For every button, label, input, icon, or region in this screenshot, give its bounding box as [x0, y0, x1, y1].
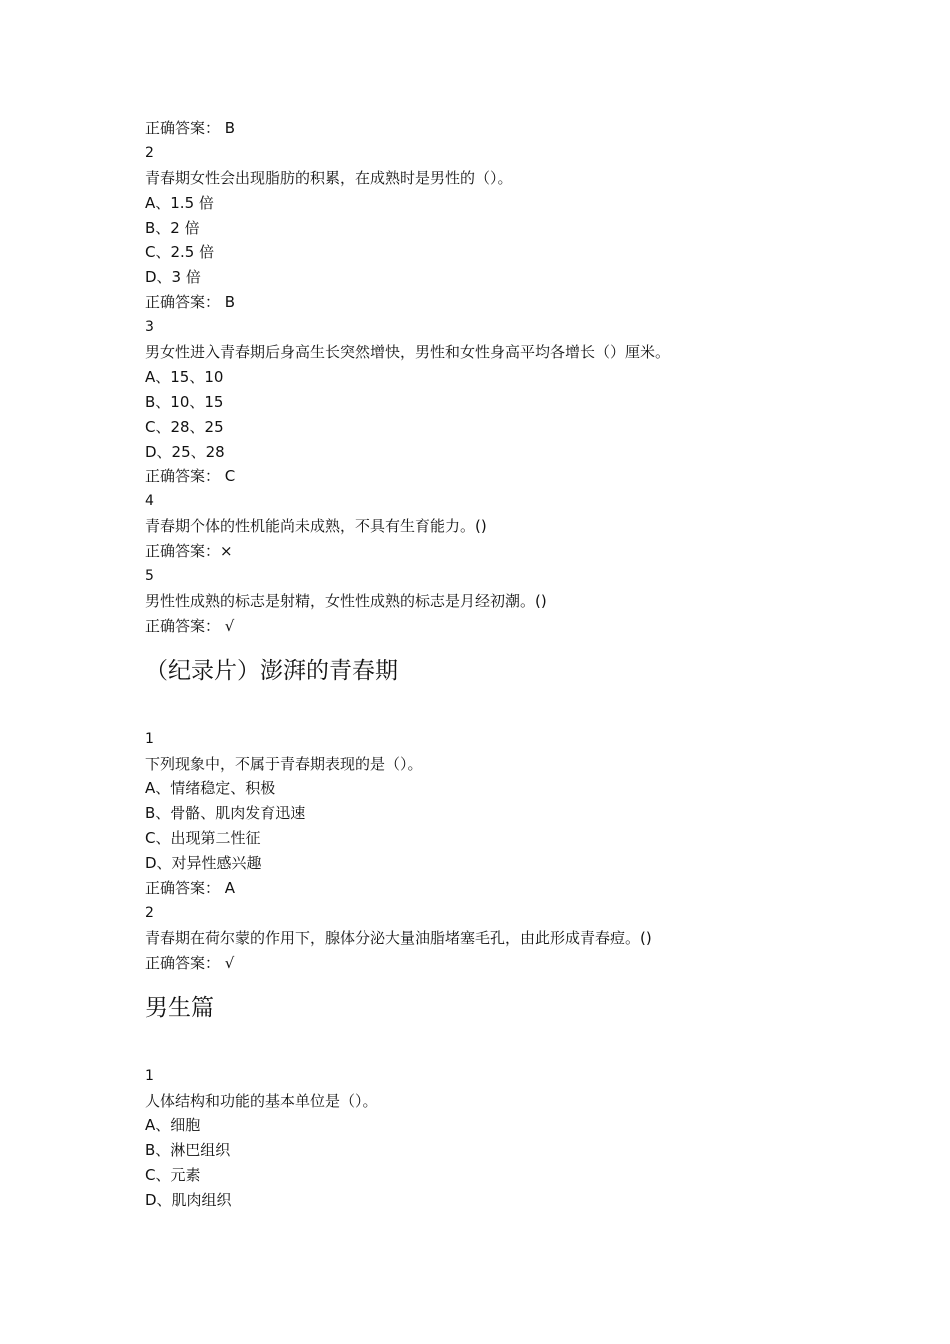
option-b: B、2 倍: [145, 218, 200, 237]
option-c: C、出现第二性征: [145, 829, 261, 848]
option-c: C、元素: [145, 1166, 201, 1185]
option-a: A、15、10: [145, 367, 224, 386]
answer-line: 正确答案：×: [145, 542, 233, 561]
option-d: D、25、28: [145, 442, 225, 461]
option-a: A、1.5 倍: [145, 193, 214, 212]
question-number: 2: [145, 144, 154, 161]
option-b: B、骨骼、肌肉发育迅速: [145, 804, 306, 823]
question-number: 5: [145, 568, 154, 585]
option-a: A、情绪稳定、积极: [145, 779, 276, 798]
question-number: 2: [145, 904, 154, 921]
option-d: D、对异性感兴趣: [145, 854, 262, 873]
answer-line: 正确答案： √: [145, 616, 235, 635]
question-text: 青春期女性会出现脂肪的积累，在成熟时是男性的（）。: [145, 168, 513, 187]
option-d: D、3 倍: [145, 268, 201, 287]
answer-line: 正确答案： B: [145, 293, 236, 312]
answer-line: 正确答案： B: [145, 119, 236, 137]
answer-line: 正确答案： A: [145, 879, 236, 898]
option-a: A、细胞: [145, 1116, 201, 1135]
question-text: 男性性成熟的标志是射精，女性性成熟的标志是月经初潮。(): [145, 591, 547, 610]
question-text: 下列现象中，不属于青春期表现的是（）。: [145, 754, 423, 773]
question-number: 1: [145, 730, 154, 747]
question-number: 3: [145, 319, 154, 336]
section-heading-male: 男生篇: [145, 994, 214, 1021]
answer-line: 正确答案： C: [145, 467, 236, 486]
option-b: B、10、15: [145, 392, 224, 411]
question-text: 男女性进入青春期后身高生长突然增快，男性和女性身高平均各增长（）厘米。: [145, 343, 671, 362]
section-heading-documentary: （纪录片）澎湃的青春期: [145, 657, 398, 684]
option-c: C、2.5 倍: [145, 243, 215, 262]
question-number: 1: [145, 1067, 154, 1084]
question-text: 青春期个体的性机能尚未成熟，不具有生育能力。(): [145, 517, 487, 536]
option-b: B、淋巴组织: [145, 1141, 231, 1160]
question-number: 4: [145, 493, 154, 510]
question-text: 人体结构和功能的基本单位是（）。: [145, 1091, 378, 1110]
option-c: C、28、25: [145, 417, 224, 436]
question-text: 青春期在荷尔蒙的作用下，腺体分泌大量油脂堵塞毛孔，由此形成青春痘。(): [145, 928, 652, 947]
option-d: D、肌肉组织: [145, 1191, 232, 1210]
document-page: [145, 116, 905, 1213]
answer-line: 正确答案： √: [145, 953, 235, 972]
